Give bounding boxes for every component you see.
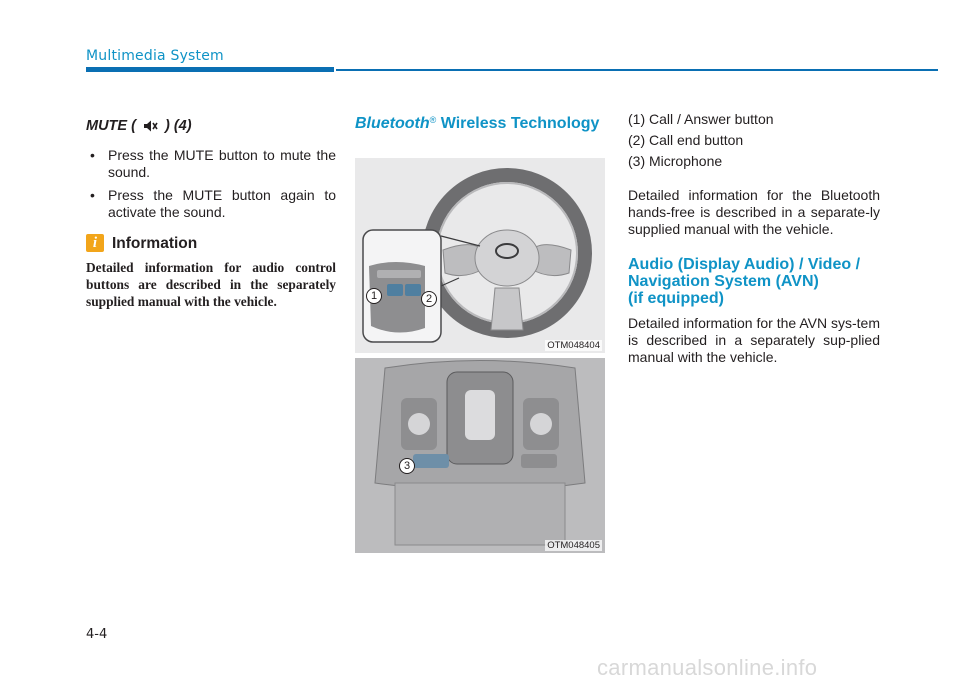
overhead-console-image xyxy=(355,358,605,553)
parts-column xyxy=(628,111,880,366)
mute-heading-prefix: MUTE ( xyxy=(86,118,140,134)
callout-1: 1 xyxy=(366,288,382,304)
avn-heading: Audio (Display Audio) / Video / Navigation System (AVN) (if equipped) xyxy=(628,256,861,307)
parts-list-item: (3) Microphone xyxy=(628,153,723,169)
avn-description: Detailed information for the AVN sys-tem is described in a separately sup-plied manual with the vehicle. xyxy=(628,315,880,365)
bluetooth-heading-rest: Wireless Technology xyxy=(436,115,600,132)
section-title: Multimedia System xyxy=(86,48,224,64)
info-icon: i xyxy=(86,234,104,252)
bluetooth-description: Detailed information for the Bluetooth hands-free is described in a separate-ly supplied manual with the vehicle. xyxy=(628,187,880,237)
image-code: OTM048404 xyxy=(547,340,600,351)
page-number: 4-4 xyxy=(86,627,108,642)
mute-speaker-icon xyxy=(143,119,158,138)
mute-bullet: • Press the MUTE button to mute the sound. xyxy=(90,147,336,180)
header-rule-thin xyxy=(336,69,938,71)
information-heading xyxy=(86,234,336,252)
mute-bullet: • Press the MUTE button again to activate the sound. xyxy=(90,187,336,220)
image-code: OTM048405 xyxy=(547,540,600,551)
parts-list-item: (2) Call end button xyxy=(628,132,744,148)
registered-mark: ® xyxy=(429,115,437,125)
mute-column xyxy=(86,118,336,310)
parts-list-item: (1) Call / Answer button xyxy=(628,111,774,127)
bluetooth-brand: Bluetooth xyxy=(355,115,430,132)
callout-3: 3 xyxy=(399,458,415,474)
watermark: carmanualsonline.info xyxy=(597,655,818,680)
mute-heading xyxy=(86,118,336,138)
information-label: Information xyxy=(112,234,198,252)
header-rule-thick xyxy=(86,67,334,72)
steering-wheel-image xyxy=(355,158,605,353)
mute-heading-suffix: ) (4) xyxy=(160,118,192,134)
callout-2: 2 xyxy=(421,291,437,307)
bluetooth-heading xyxy=(355,111,605,133)
information-text: Detailed information for audio control buttons are described in the separately supplied manual with the vehicle. xyxy=(86,260,336,309)
